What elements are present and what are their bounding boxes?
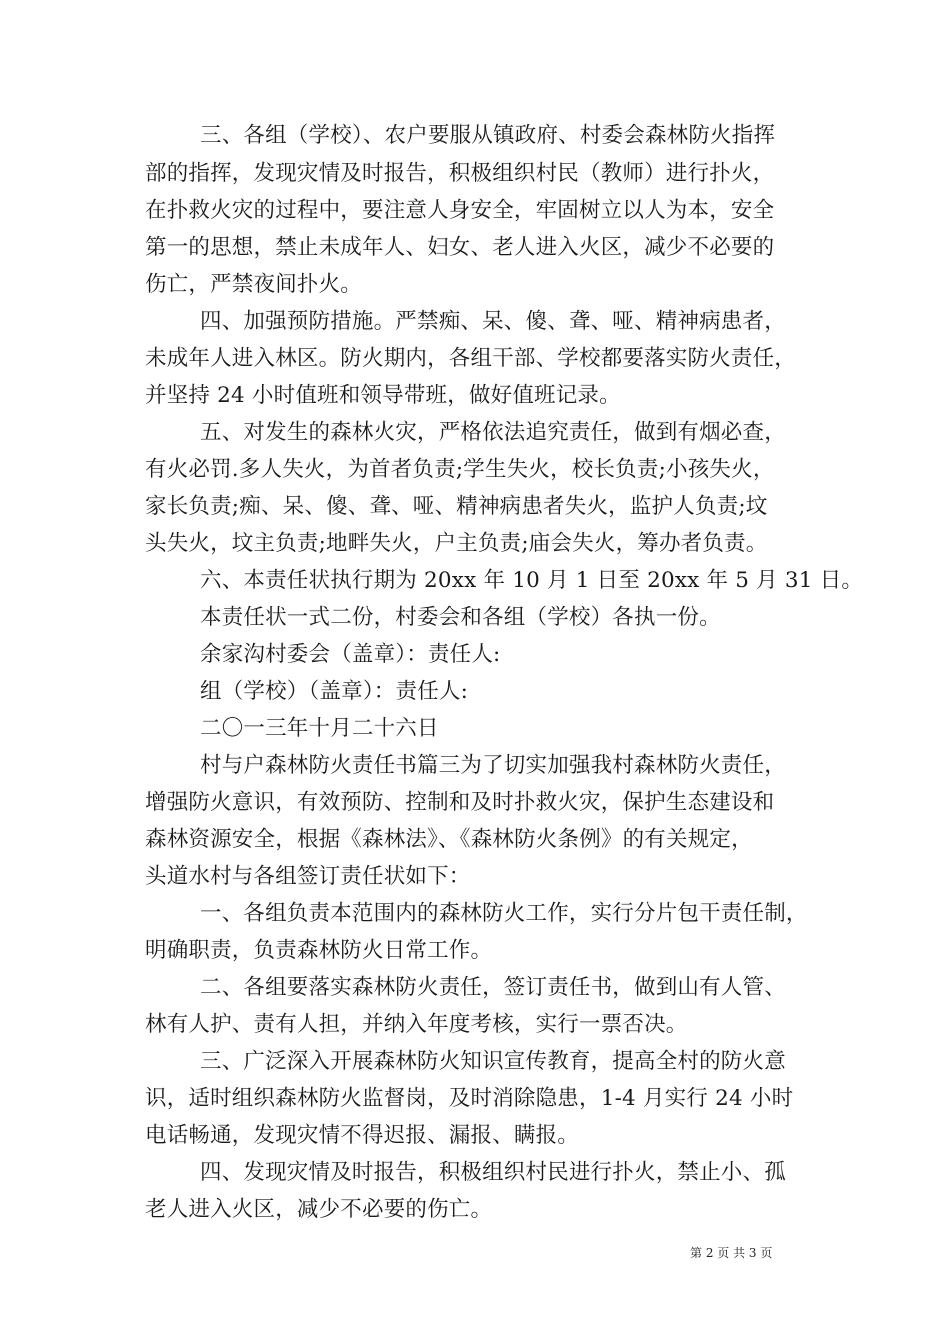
text-line: 头失火，坟主负责;地畔失火，户主负责;庙会失火，筹办者负责。 xyxy=(145,531,768,556)
text-line: 增强防火意识，有效预防、控制和及时扑救火灾，保护生态建设和 xyxy=(145,790,775,815)
text-line: 伤亡，严禁夜间扑火。 xyxy=(145,272,363,297)
text-line: 未成年人进入林区。防火期内，各组干部、学校都要落实防火责任， xyxy=(145,346,797,371)
text-line: 二、各组要落实森林防火责任，签订责任书，做到山有人管、 xyxy=(200,975,786,1000)
text-line: 组（学校）（盖章）：责任人: xyxy=(200,679,469,704)
text-line: 头道水村与各组签订责任状如下： xyxy=(145,864,471,889)
text-line: 电话畅通，发现灾情不得迟报、漏报、瞒报。 xyxy=(145,1123,580,1148)
text-line: 三、各组（学校）、农户要服从镇政府、村委会森林防火指挥 xyxy=(200,123,776,148)
text-line: 四、加强预防措施。严禁痴、呆、傻、聋、哑、精神病患者， xyxy=(200,309,786,334)
text-line: 在扑救火灾的过程中，要注意人身安全，牢固树立以人为本，安全 xyxy=(145,198,775,223)
text-line: 四、发现灾情及时报告，积极组织村民进行扑火，禁止小、孤 xyxy=(200,1160,786,1185)
text-line: 余家沟村委会（盖章）：责任人: xyxy=(200,642,501,667)
text-line: 村与户森林防火责任书篇三为了切实加强我村森林防火责任， xyxy=(200,753,786,778)
text-line: 明确职责，负责森林防火日常工作。 xyxy=(145,938,493,963)
text-line: 有火必罚.多人失火，为首者负责;学生失火，校长负责;小孩失火， xyxy=(145,457,775,482)
text-line: 一、各组负责本范围内的森林防火工作，实行分片包干责任制， xyxy=(200,901,808,926)
text-line: 部的指挥，发现灾情及时报告，积极组织村民（教师）进行扑火， xyxy=(145,161,775,186)
page-indicator: 第 2 页 共 3 页 xyxy=(690,1246,773,1260)
text-line: 林有人护、责有人担，并纳入年度考核，实行一票否决。 xyxy=(145,1012,688,1037)
text-line: 第一的思想，禁止未成年人、妇女、老人进入火区，减少不必要的 xyxy=(145,235,775,260)
text-line: 三、广泛深入开展森林防火知识宣传教育，提高全村的防火意 xyxy=(200,1049,786,1074)
text-line: 森林资源安全，根据《森林法》、《森林防火条例》的有关规定， xyxy=(145,827,753,852)
text-line: 家长负责;痴、呆、傻、聋、哑、精神病患者失火，监护人负责;坟 xyxy=(145,494,768,519)
text-line: 本责任状一式二份，村委会和各组（学校）各执一份。 xyxy=(200,605,721,630)
text-line: 二〇一三年十月二十六日 xyxy=(200,716,439,741)
text-line: 五、对发生的森林火灾，严格依法追究责任，做到有烟必查， xyxy=(200,420,786,445)
text-line: 六、本责任状执行期为 20xx 年 10 月 1 日至 20xx 年 5 月 31 日。 xyxy=(200,568,864,593)
text-line: 识，适时组织森林防火监督岗，及时消除隐患，1-4 月实行 24 小时 xyxy=(145,1086,794,1111)
text-line: 老人进入火区，减少不必要的伤亡。 xyxy=(145,1197,493,1222)
text-line: 并坚持 24 小时值班和领导带班，做好值班记录。 xyxy=(145,383,621,408)
